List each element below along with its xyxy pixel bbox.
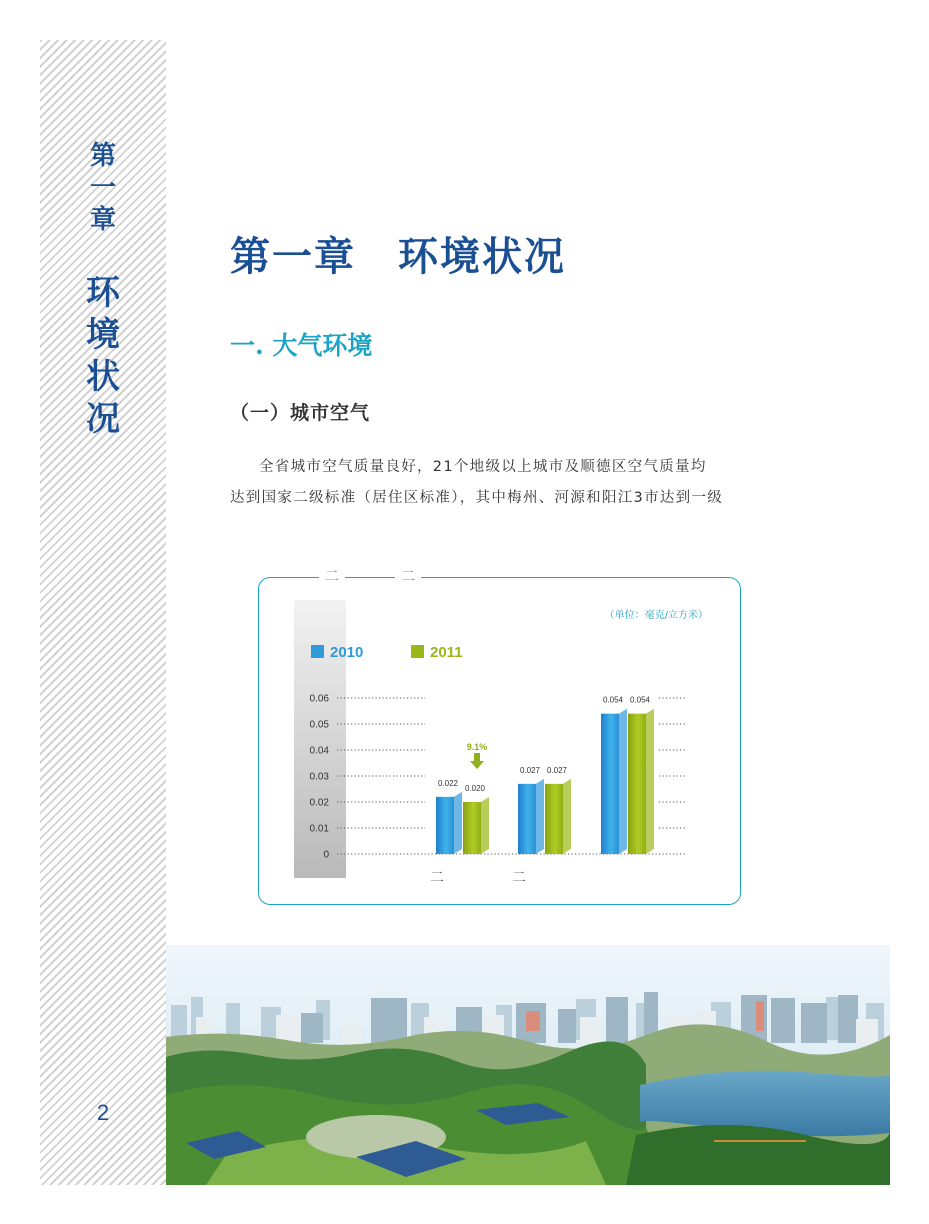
- sidebar-title-char: 况: [86, 399, 120, 439]
- x-category-label: 二: [430, 870, 444, 886]
- y-tick-label: 0.01: [309, 823, 329, 835]
- bar-side: [646, 709, 654, 854]
- unit-label: （单位：毫克/立方米）: [604, 610, 708, 621]
- legend-swatch: [411, 645, 424, 658]
- bar-value-label: 0.020: [464, 784, 486, 793]
- sidebar-title-char: 状: [86, 357, 120, 397]
- bar-side: [454, 792, 462, 854]
- page-number: 2: [96, 1100, 110, 1125]
- y-tick-label: 0.06: [309, 693, 329, 705]
- chart-caption: 二: [319, 566, 345, 586]
- y-tick-label: 0.04: [309, 745, 329, 757]
- sidebar-chapter-char: 章: [89, 205, 116, 235]
- y-tick-label: 0.05: [309, 719, 329, 731]
- bar: [628, 714, 646, 854]
- chart-frame: [258, 569, 741, 905]
- bar-side: [563, 779, 571, 854]
- chart-bars: [430, 696, 654, 886]
- sidebar-title-label: [40, 272, 166, 440]
- legend-label: 2010: [330, 644, 364, 661]
- bar-value-label: 0.054: [602, 695, 624, 705]
- sidebar-hatched-band: [40, 40, 166, 1185]
- bar-value-label: 0.054: [629, 695, 651, 705]
- sidebar-chapter-char: 第: [89, 141, 116, 171]
- bar-side: [481, 797, 489, 854]
- legend-swatch: [311, 645, 324, 658]
- section-title: 一. 大气环境: [230, 331, 373, 360]
- bar: [518, 784, 536, 854]
- bar-value-label: 0.027: [546, 765, 568, 775]
- chart-caption: 二: [395, 566, 421, 586]
- bar: [601, 714, 619, 854]
- subsection-title: （一）城市空气: [230, 402, 371, 424]
- bar-side: [536, 779, 544, 854]
- bar-value-label: 0.022: [437, 778, 459, 788]
- y-tick-label: 0.03: [309, 771, 329, 783]
- y-tick-label: 0: [323, 849, 329, 861]
- sidebar-chapter-label: [40, 140, 166, 236]
- paragraph-line: 全省城市空气质量良好，21个地级以上城市及顺德区空气质量均: [259, 459, 707, 475]
- y-axis-panel: [294, 600, 346, 878]
- chart-legend: [311, 644, 463, 661]
- bar: [436, 797, 454, 854]
- legend-label: 2011: [430, 644, 463, 661]
- x-category-label: 二: [512, 870, 526, 886]
- city-landscape-photo: [166, 945, 890, 1185]
- bar-chart: [259, 578, 739, 903]
- bar: [463, 802, 481, 854]
- chapter-title: 第一章 环境状况: [230, 234, 566, 280]
- bar: [545, 784, 563, 854]
- sidebar-title-char: 环: [86, 273, 120, 313]
- y-tick-label: 0.02: [309, 797, 329, 809]
- down-arrow-icon: [470, 753, 484, 769]
- change-annotation: 9.1%: [466, 742, 488, 752]
- body-paragraph: [230, 452, 790, 514]
- paragraph-line: 达到国家二级标准（居住区标准），其中梅州、河源和阳江3市达到一级: [230, 490, 724, 506]
- bar-value-label: 0.027: [519, 765, 541, 775]
- sidebar-title-char: 境: [86, 315, 120, 355]
- bar-side: [619, 709, 627, 854]
- sidebar-chapter-char: 一: [89, 173, 116, 203]
